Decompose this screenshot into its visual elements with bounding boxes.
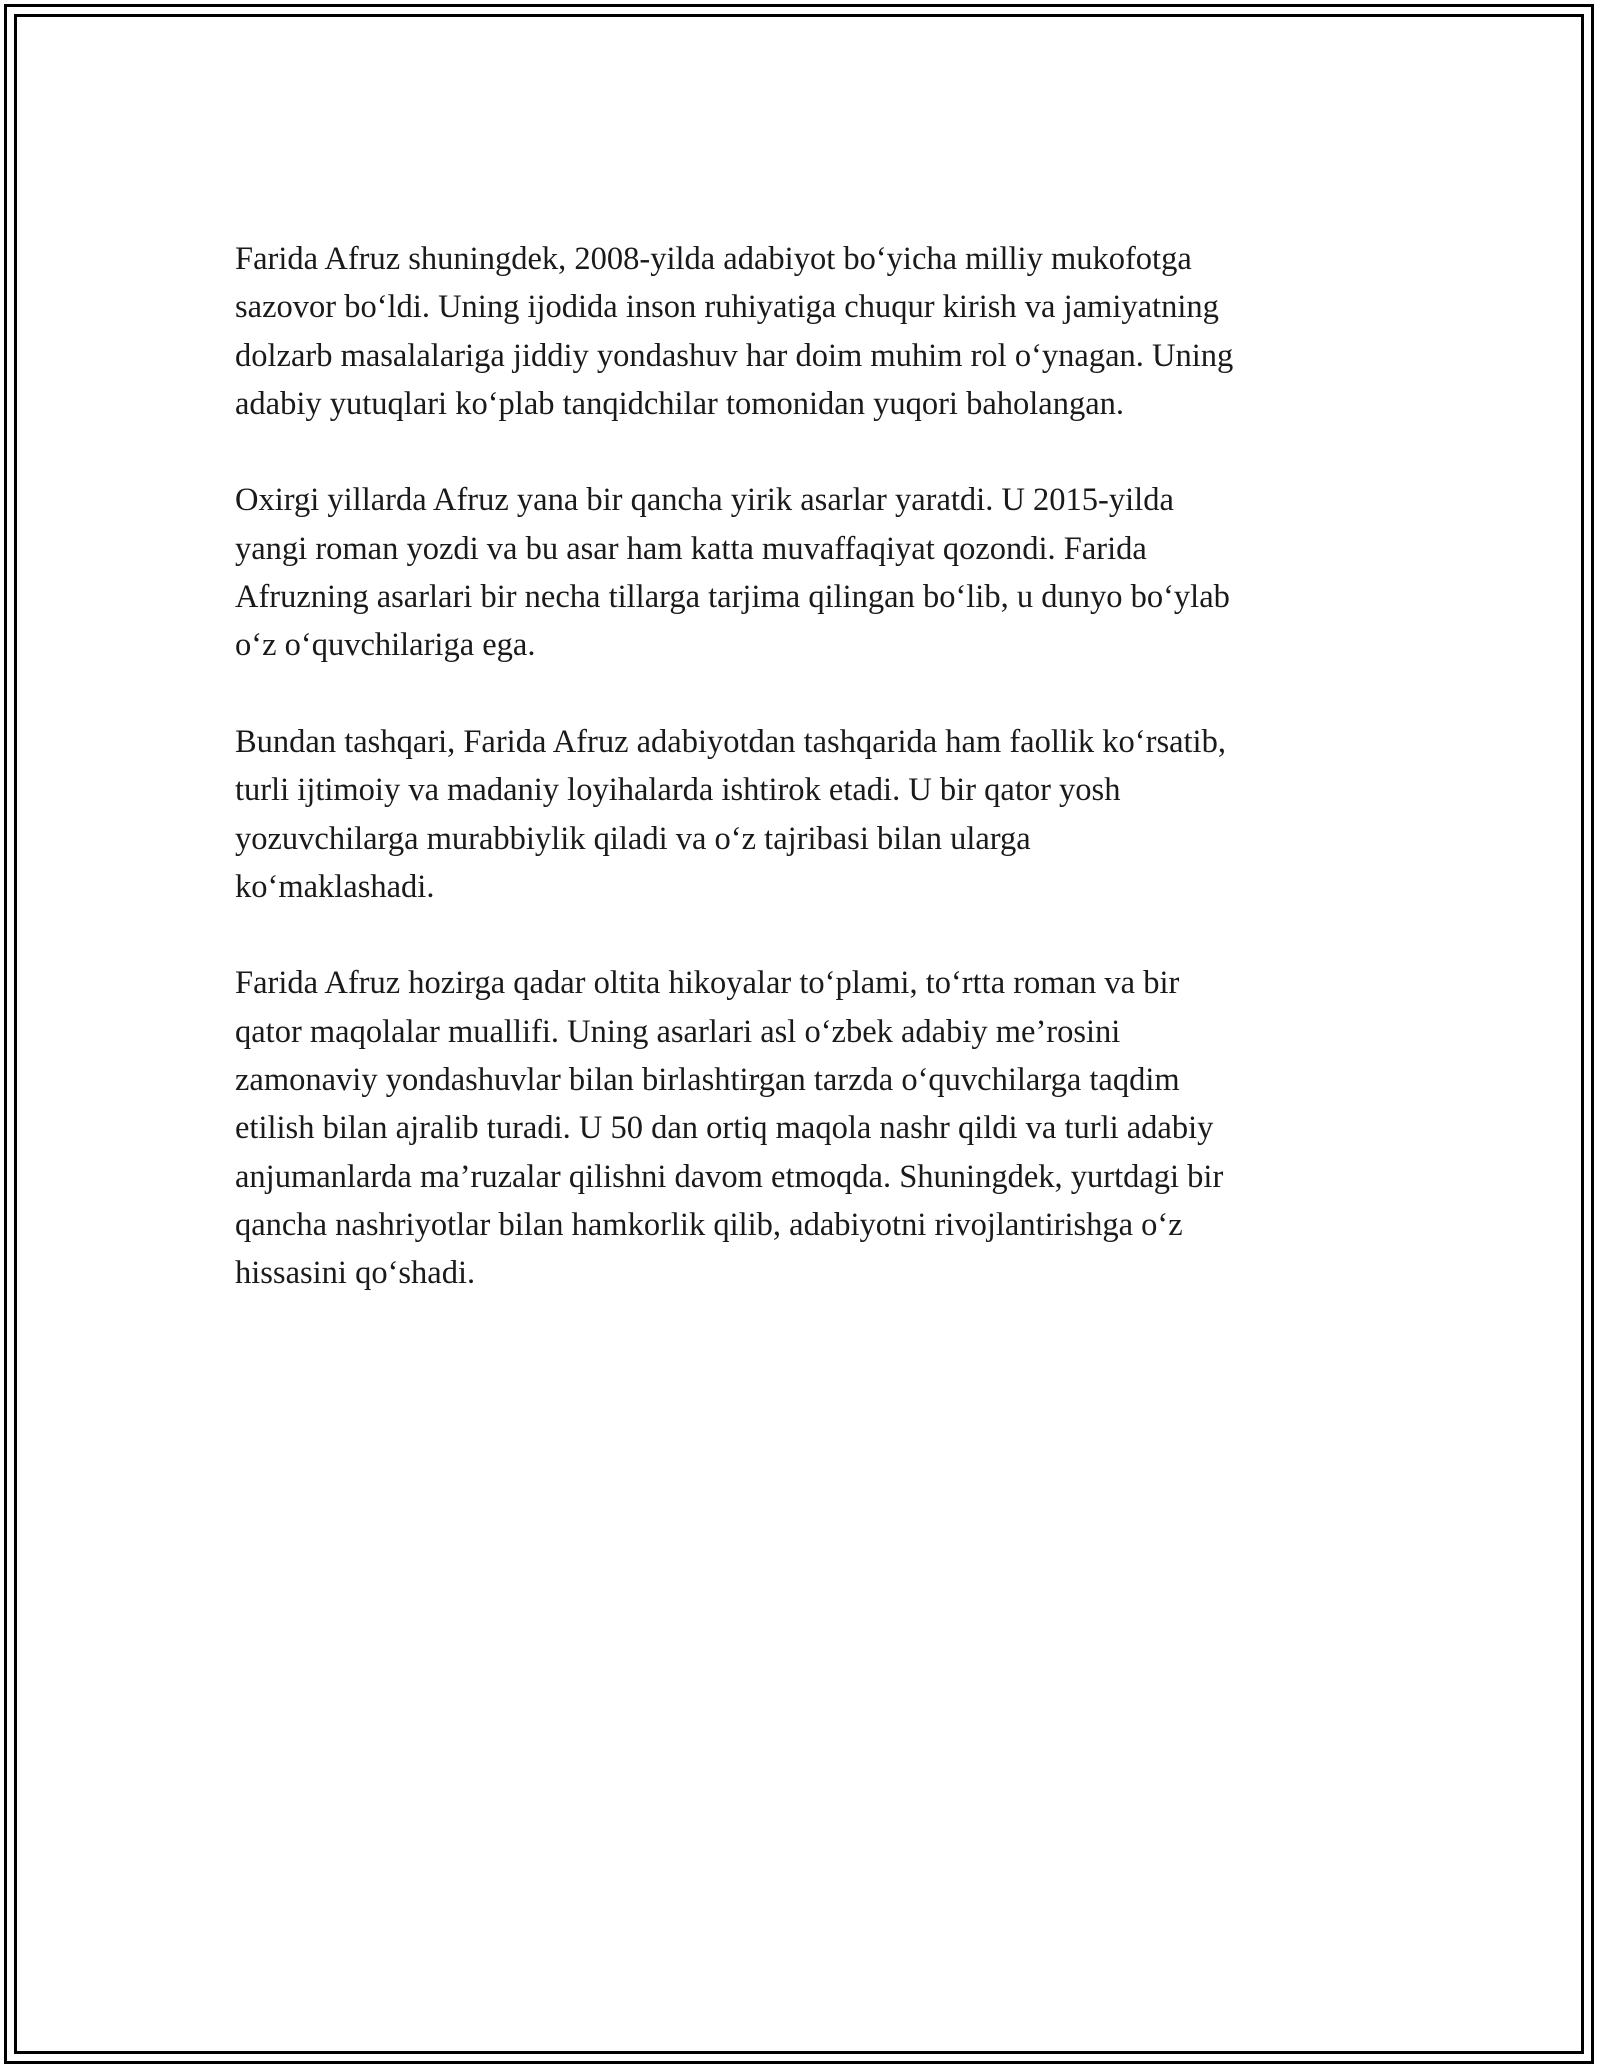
paragraph-3 — [235, 718, 1365, 911]
paragraph-line: anjumanlarda ma’ruzalar qilishni davom etmoqda. Shuningdek, yurtdagi bir — [235, 1158, 1224, 1195]
paragraph-line: sazovor bo‘ldi. Uning ijodida inson ruhiyatiga chuqur kirish va jamiyatning — [235, 289, 1219, 326]
paragraph-line: yangi roman yozdi va bu asar ham katta muvaffaqiyat qozondi. Farida — [235, 530, 1147, 567]
paragraph-line: turli ijtimoiy va madaniy loyihalarda ishtirok etadi. U bir qator yosh — [235, 772, 1121, 809]
paragraph-line: Farida Afruz shuningdek, 2008-yilda adabiyot bo‘yicha milliy mukofotga — [235, 241, 1192, 277]
paragraph-line: hissasini qo‘shadi. — [235, 1255, 476, 1292]
paragraph-line: yozuvchilarga murabbiylik qiladi va o‘z tajribasi bilan ularga — [235, 820, 1031, 857]
paragraph-2 — [235, 476, 1365, 669]
paragraph-line: adabiy yutuqlari ko‘plab tanqidchilar tomonidan yuqori baholangan. — [235, 385, 1125, 422]
paragraph-4 — [235, 959, 1365, 1297]
paragraph-line: qancha nashriyotlar bilan hamkorlik qilib, adabiyotni rivojlantirishga o‘z — [235, 1206, 1183, 1243]
paragraph-1 — [235, 235, 1365, 428]
paragraph-line: etilish bilan ajralib turadi. U 50 dan ortiq maqola nashr qildi va turli adabiy — [235, 1110, 1214, 1147]
paragraph-line: zamonaviy yondashuvlar bilan birlashtirgan tarzda o‘quvchilarga taqdim — [235, 1062, 1180, 1099]
paragraph-line: Bundan tashqari, Farida Afruz adabiyotdan tashqarida ham faollik ko‘rsatib, — [235, 723, 1226, 760]
paragraph-line: o‘z o‘quvchilariga ega. — [235, 627, 536, 664]
paragraph-line: qator maqolalar muallifi. Uning asarlari asl o‘zbek adabiy me’rosini — [235, 1013, 1121, 1050]
paragraph-line: dolzarb masalalariga jiddiy yondashuv har doim muhim rol o‘ynagan. Uning — [235, 337, 1234, 374]
document-body — [235, 235, 1365, 1346]
paragraph-line: Oxirgi yillarda Afruz yana bir qancha yirik asarlar yaratdi. U 2015-yilda — [235, 482, 1174, 519]
paragraph-line: Farida Afruz hozirga qadar oltita hikoyalar to‘plami, to‘rtta roman va bir — [235, 965, 1180, 1002]
paragraph-line: ko‘maklashadi. — [235, 868, 435, 905]
paragraph-line: Afruzning asarlari bir necha tillarga tarjima qilingan bo‘lib, u dunyo bo‘ylab — [235, 579, 1230, 616]
